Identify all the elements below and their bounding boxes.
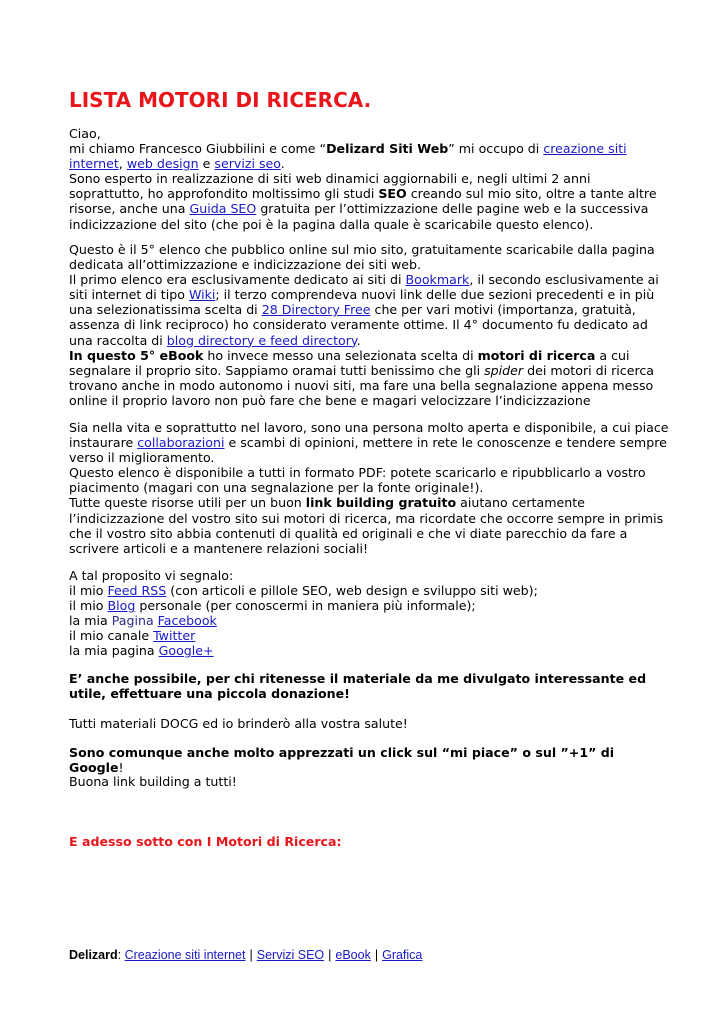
text: Pagina	[111, 613, 158, 629]
creazione-siti-link[interactable]: creazione siti internet	[69, 141, 627, 172]
like-bold: Sono comunque anche molto apprezzati un click sul “mi piace” o sul ”+1” di Google	[69, 745, 615, 776]
twitter-link[interactable]: Twitter	[153, 628, 196, 644]
text: Il primo elenco era esclusivamente dedicato ai siti di	[69, 272, 406, 288]
text: mi chiamo Francesco Giubbilini e come “	[69, 141, 327, 157]
links-list	[69, 568, 669, 659]
footer-link-ebook[interactable]: eBook	[335, 948, 371, 962]
text: .	[280, 156, 285, 172]
text: gratuita per l’ottimizzazione delle pagine web e la successiva indicizzazione del sito (che poi è la pagina dalla quale è scaricabile questo elenco).	[69, 201, 649, 232]
donation-bold: E’ anche possibile, per chi ritenesse il materiale da me divulgato interessante ed utile, effettuare una piccola donazione!	[69, 671, 647, 702]
like-paragraph	[69, 745, 669, 775]
fifth-ebook-text	[69, 348, 669, 408]
link-building-text	[69, 495, 669, 555]
text: dei motori di ricerca trovano anche in modo autonomo i nuovi siti, ma fare una bella segnalazione appena messo online il proprio lavoro non può fare che bene e magari velocizzare l’indicizzazione	[69, 362, 655, 408]
text: .	[356, 332, 361, 348]
facebook-link[interactable]: Facebook	[157, 613, 217, 629]
text: a cui segnalare il proprio sito. Sappiamo oramai tutti benissimo che gli	[69, 347, 630, 378]
text: il mio	[69, 598, 108, 614]
fifth-list-text: Questo è il 5° elenco che pubblico online sul mio sito, gratuitamente scaricabile dalla pagina dedicata all’ottimizzazione e indicizzazione dei siti web.	[69, 242, 655, 273]
text: ho invece messo una selezionata scelta di	[203, 347, 478, 363]
facebook-item	[69, 613, 669, 628]
separator: |	[249, 948, 253, 962]
google-plus-link[interactable]: Google+	[158, 643, 214, 659]
text: aiutano certamente l’indicizzazione del vostro sito sui motori di ricerca, ma ricordate che occorre sempre in primis che il vostro sito abbia contenuti di qualità ed originali e che vi diate parecchio da fare a scrivere articoli e a mantenere relazioni sociali!	[69, 495, 664, 556]
googleplus-item	[69, 643, 669, 658]
closing-text: Buona link building a tutti!	[69, 774, 237, 789]
blog-link[interactable]: Blog	[107, 598, 136, 614]
separator: |	[328, 948, 332, 962]
rss-item	[69, 583, 669, 598]
text: e	[198, 156, 215, 172]
twitter-item	[69, 628, 669, 643]
toast-text: Tutti materiali DOCG ed io brinderò alla vostra salute!	[69, 716, 408, 731]
text: il mio	[69, 583, 108, 599]
page-title: LISTA MOTORI DI RICERCA.	[69, 88, 372, 112]
pdf-text: Questo elenco è disponibile a tutti in formato PDF: potete scaricarlo e ripubblicarlo a vostro piacimento (magari con una segnalazione per la fonte originale!).	[69, 465, 646, 496]
bookmark-link[interactable]: Bookmark	[405, 272, 470, 288]
text: e scambi di opinioni, mettere in rete le conoscenze e tendere sempre verso il miglioramento.	[69, 435, 667, 466]
footer-link-grafica[interactable]: Grafica	[382, 948, 423, 962]
text: :	[117, 948, 125, 962]
greeting: Ciao,	[69, 126, 101, 141]
ebook-bold: In questo 5° eBook	[69, 347, 204, 363]
text: ,	[118, 156, 127, 172]
text: !	[118, 760, 124, 776]
brand-name: Delizard Siti Web	[326, 141, 449, 157]
text: ” mi occupo di	[448, 141, 544, 157]
text: la mia pagina	[69, 643, 159, 659]
text: che per vari motivi (importanza, gratuità, assenza di link reciproco) ho considerato veramente ottime. Il 4° documento fu dedicato ad una raccolta di	[69, 302, 648, 348]
text: Tutte queste risorse utili per un buon	[69, 495, 306, 511]
seo-bold: SEO	[378, 186, 407, 202]
text: ; il terzo comprendeva nuovi link delle due sezioni precedenti e in più una selezionatissima scelta di	[69, 287, 655, 318]
previous-lists-text	[69, 272, 669, 347]
collaborazioni-link[interactable]: collaborazioni	[137, 435, 225, 451]
wiki-link[interactable]: Wiki	[188, 287, 216, 303]
donation-text	[69, 671, 669, 701]
footer-brand: Delizard	[69, 948, 118, 962]
footer-link-servizi-seo[interactable]: Servizi SEO	[256, 948, 325, 962]
text: (con articoli e pillole SEO, web design e sviluppo siti web);	[166, 583, 538, 599]
separator: |	[374, 948, 379, 962]
page-footer	[69, 948, 422, 962]
seo-paragraph	[69, 171, 669, 231]
spider-italic: spider	[484, 362, 524, 378]
collaboration-paragraph	[69, 420, 669, 556]
text: Sono esperto in realizzazione di siti web dinamici aggiornabili e, negli ultimi 2 anni soprattutto, ho approfondito moltissimo gli studi	[69, 171, 591, 202]
intro-line	[69, 141, 669, 171]
text: creando sul mio sito, oltre a tante altre risorse, anche una	[69, 186, 657, 217]
directory-free-link[interactable]: 28 Directory Free	[261, 302, 371, 318]
text: la mia	[69, 613, 112, 629]
web-design-link[interactable]: web design	[126, 156, 199, 172]
ebook-paragraph	[69, 242, 669, 408]
feed-rss-link[interactable]: Feed RSS	[107, 583, 167, 599]
like-text	[69, 745, 669, 775]
section-heading: E adesso sotto con I Motori di Ricerca:	[69, 834, 342, 849]
links-intro: A tal proposito vi segnalo:	[69, 568, 234, 583]
collab-text	[69, 420, 669, 465]
blog-directory-link[interactable]: blog directory e feed directory	[166, 332, 357, 348]
servizi-seo-link[interactable]: servizi seo	[214, 156, 281, 172]
blog-item	[69, 598, 669, 613]
text: , il secondo esclusivamente ai siti internet di tipo	[69, 272, 659, 303]
toast-paragraph	[69, 716, 669, 731]
text: Sia nella vita e soprattutto nel lavoro, sono una persona molto aperta e disponibile, a cui piace instaurare	[69, 420, 669, 451]
intro-paragraph	[69, 126, 669, 232]
footer-link-creazione[interactable]: Creazione siti internet	[124, 948, 246, 962]
donation-paragraph	[69, 671, 669, 701]
text: personale (per conoscermi in maniera più informale);	[135, 598, 476, 614]
text: il mio canale	[69, 628, 154, 644]
closing-paragraph	[69, 774, 669, 789]
motori-bold: motori di ricerca	[477, 347, 596, 363]
link-building-bold: link building gratuito	[305, 495, 457, 511]
guida-seo-link[interactable]: Guida SEO	[189, 201, 257, 217]
